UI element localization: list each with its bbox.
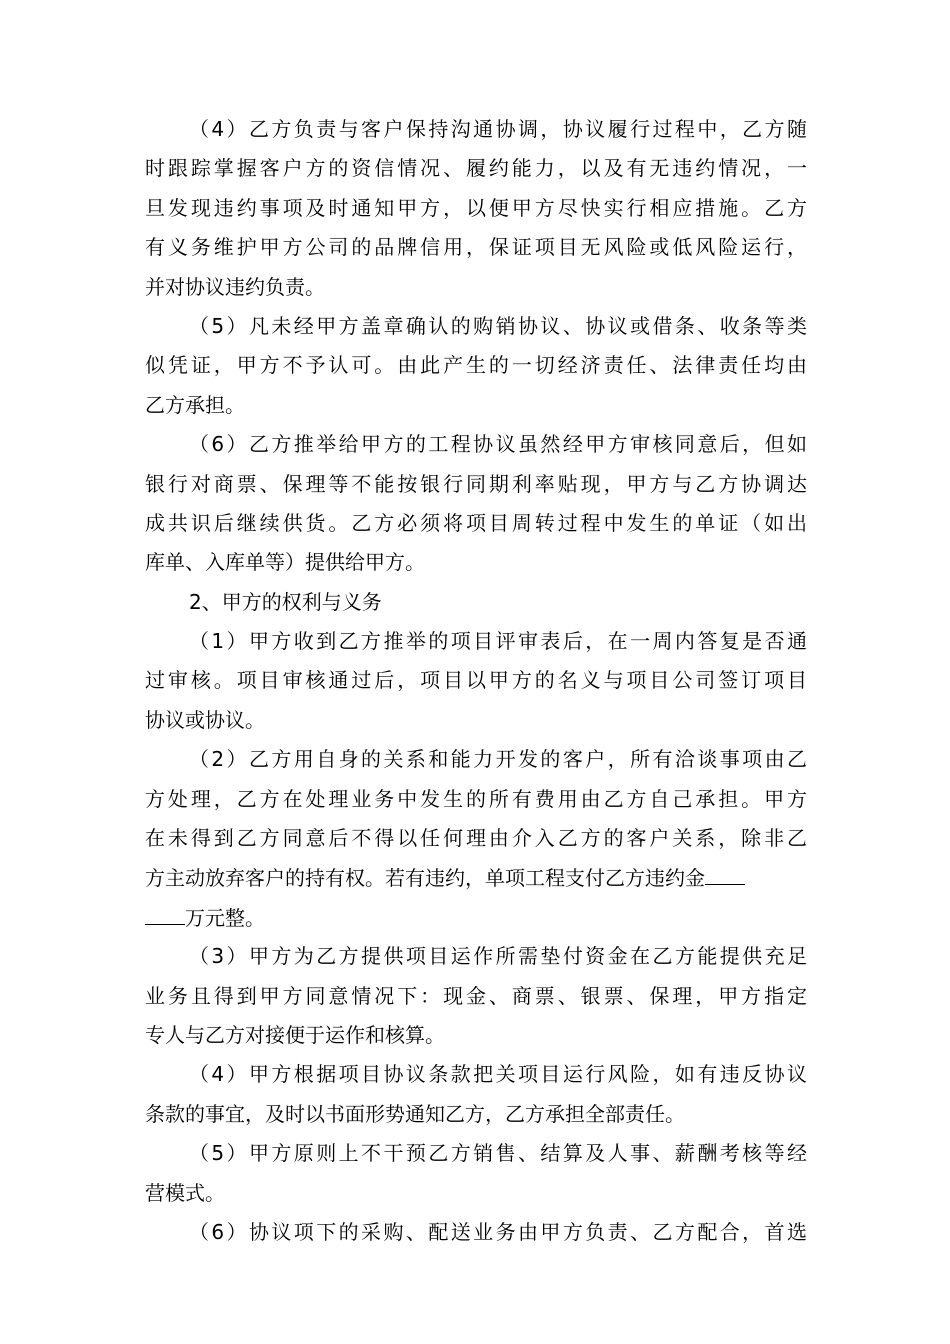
text-line: （5）凡未经甲方盖章确认的购销协议、协议或借条、收条等类: [189, 313, 807, 338]
text-line: 乙方承担。: [145, 392, 245, 417]
text-line: （2）乙方用自身的关系和能力开发的客户，所有洽谈事项由乙: [189, 747, 807, 772]
text-line: 库单、入库单等）提供给甲方。: [145, 550, 425, 575]
text-line: （6）乙方推举给甲方的工程协议虽然经甲方审核同意后，但如: [189, 432, 807, 457]
text-line: 有义务维护甲方公司的品牌信用，保证项目无风险或低风险运行，: [145, 235, 807, 260]
fill-in-blank: [705, 860, 745, 885]
text-line: 在未得到乙方同意后不得以任何理由介入乙方的客户关系，除非乙: [145, 826, 807, 851]
text-line: （1）甲方收到乙方推举的项目评审表后，在一周内答复是否通: [189, 629, 807, 654]
text-line: 条款的事宜，及时以书面形势通知乙方，乙方承担全部责任。: [145, 1101, 685, 1126]
text-line: 方主动放弃客户的持有权。若有违约，单项工程支付乙方违约金: [145, 860, 807, 894]
text-line: （5）甲方原则上不干预乙方销售、结算及人事、薪酬考核等经: [189, 1141, 807, 1166]
text-line: 时跟踪掌握客户方的资信情况、履约能力，以及有无违约情况，一: [145, 156, 807, 181]
text-line: 业务且得到甲方同意情况下：现金、商票、银票、保理，甲方指定: [145, 983, 807, 1008]
text-line: 过审核。项目审核通过后，项目以甲方的名义与项目公司签订项目: [145, 668, 807, 693]
document-page: [145, 112, 807, 1254]
text-line: 似凭证，甲方不予认可。由此产生的一切经济责任、法律责任均由: [145, 353, 807, 378]
text-line: （6）协议项下的采购、配送业务由甲方负责、乙方配合，首选: [189, 1219, 807, 1244]
text-line: （4）乙方负责与客户保持沟通协调，协议履行过程中，乙方随: [189, 117, 807, 141]
text-line: （4）甲方根据项目协议条款把关项目运行风险，如有违反协议: [189, 1062, 807, 1087]
text-line: 方处理，乙方在处理业务中发生的所有费用由乙方自己承担。甲方: [145, 786, 807, 811]
text-line: 协议或协议。: [145, 707, 265, 732]
text-line: 成共识后继续供货。乙方必须将项目周转过程中发生的单证（如出: [145, 510, 807, 535]
fill-in-blank: [145, 900, 185, 925]
text-line: 营模式。: [145, 1180, 225, 1205]
text-line: 并对协议违约负责。: [145, 274, 325, 299]
text-line: 银行对商票、保理等不能按银行同期利率贴现，甲方与乙方协调达: [145, 471, 807, 496]
text-line: 万元整。: [145, 900, 807, 934]
text-line: （3）甲方为乙方提供项目运作所需垫付资金在乙方能提供充足: [189, 944, 807, 969]
text-line: 专人与乙方对接便于运作和核算。: [145, 1022, 445, 1047]
section-heading: 2、甲方的权利与义务: [189, 589, 382, 614]
text-line: 旦发现违约事项及时通知甲方，以便甲方尽快实行相应措施。乙方: [145, 195, 807, 220]
